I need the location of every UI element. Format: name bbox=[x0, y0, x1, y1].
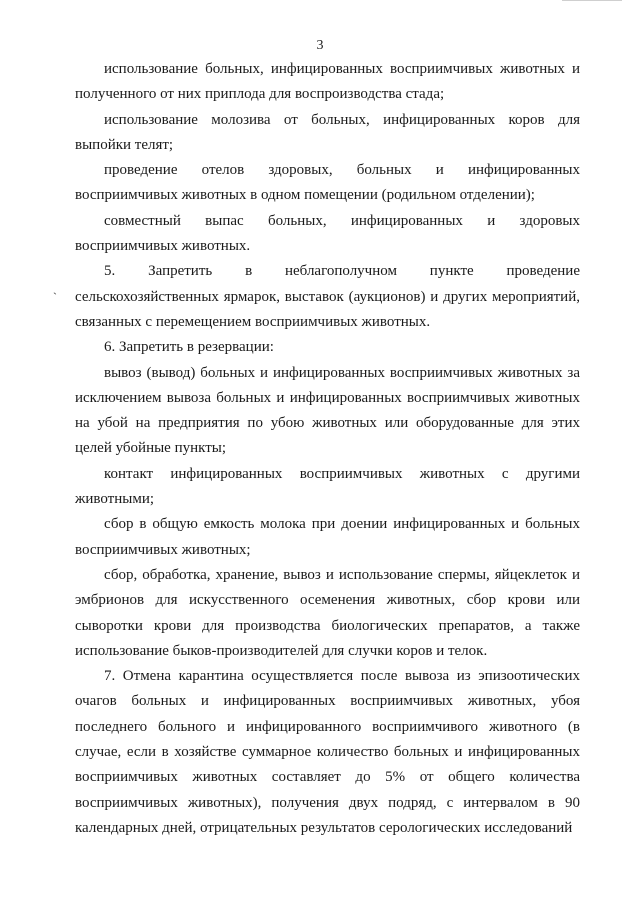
paragraph: 7. Отмена карантина осуществляется после вывоза из эпизоотических очагов больных и инфицированных восприимчивых животных, убоя последнего больного и инфицированного восприимчивого животного (в случае, если в хозяйстве суммарное количество больных и инфицированных восприимчивых животных составляет до 5% от общего количества восприимчивых животных), получения двух подряд, с интервалом в 90 календарных дней, отрицательных результатов серологических исследований bbox=[75, 668, 580, 836]
page-number: 3 bbox=[316, 38, 324, 53]
paragraph: сбор, обработка, хранение, вывоз и использование спермы, яйцеклеток и эмбрионов для искусственного осеменения животных, сбор крови или сыворотки крови для производства биологических препаратов, а также использование быков-производителей для случки коров и телок. bbox=[75, 566, 580, 659]
body-text bbox=[75, 57, 580, 841]
scan-mark: ` bbox=[53, 290, 57, 304]
paragraph: использование больных, инфицированных восприимчивых животных и полученного от них приплода для воспроизводства стада; bbox=[75, 61, 580, 103]
paragraph: вывоз (вывод) больных и инфицированных восприимчивых животных за исключением вывоза больных и инфицированных восприимчивых животных на убой на предприятия по убою животных или оборудованные для этих целей убойные пункты; bbox=[75, 364, 580, 457]
paragraph: контакт инфицированных восприимчивых животных с другими животными; bbox=[75, 465, 580, 508]
paragraph: использование молозива от больных, инфицированных коров для выпойки телят; bbox=[75, 111, 580, 153]
scan-edge-line bbox=[562, 0, 622, 1]
paragraph: совместный выпас больных, инфицированных и здоровых восприимчивых животных. bbox=[75, 212, 580, 255]
paragraph: 5. Запретить в неблагополучном пункте проведение сельскохозяйственных ярмарок, выставок (аукционов) и других мероприятий, связанных с перемещением восприимчивых животных. bbox=[75, 263, 580, 330]
paragraph: проведение отелов здоровых, больных и инфицированных восприимчивых животных в одном помещении (родильном отделении); bbox=[75, 162, 580, 204]
paragraph: 6. Запретить в резервации: bbox=[104, 339, 274, 356]
paragraph: сбор в общую емкость молока при доении инфицированных и больных восприимчивых животных; bbox=[75, 516, 580, 558]
